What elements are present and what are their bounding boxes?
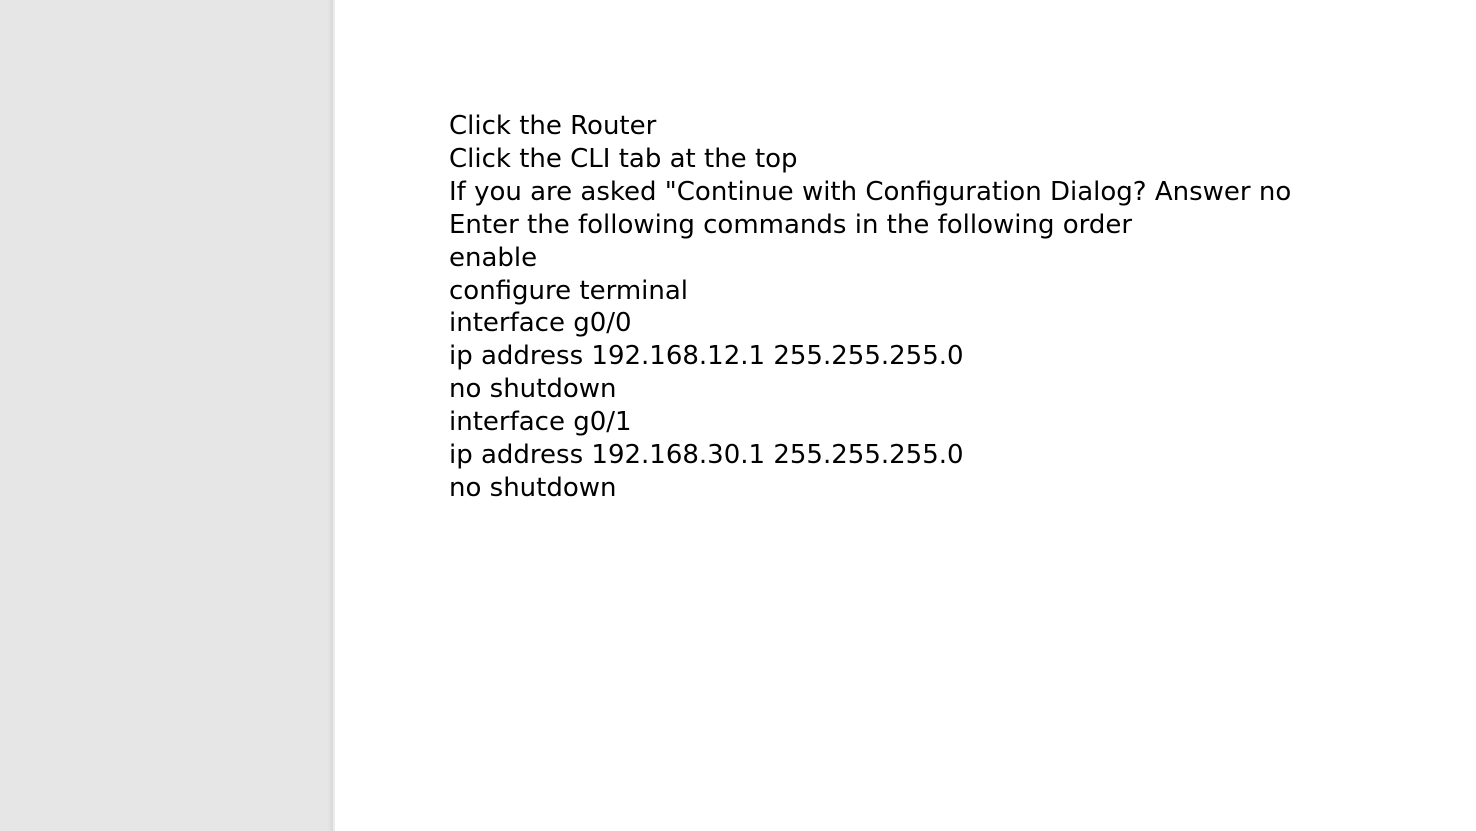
document-body [449,110,1449,505]
command-line: interface g0/0 [449,308,632,339]
command-line: interface g0/1 [449,407,632,438]
instruction-line: Enter the following commands in the following order [449,209,1133,240]
document-page [335,0,1476,831]
left-gutter-panel [0,0,333,831]
command-line: enable [449,242,538,273]
instruction-line: If you are asked "Continue with Configuration Dialog? Answer no [449,176,1292,207]
instruction-line: Click the CLI tab at the top [449,143,798,174]
command-line: no shutdown [449,472,617,503]
command-line: configure terminal [449,275,689,306]
command-line: no shutdown [449,374,617,405]
command-line: ip address 192.168.12.1 255.255.255.0 [449,341,964,372]
command-line: ip address 192.168.30.1 255.255.255.0 [449,440,964,471]
instruction-line: Click the Router [449,111,657,141]
